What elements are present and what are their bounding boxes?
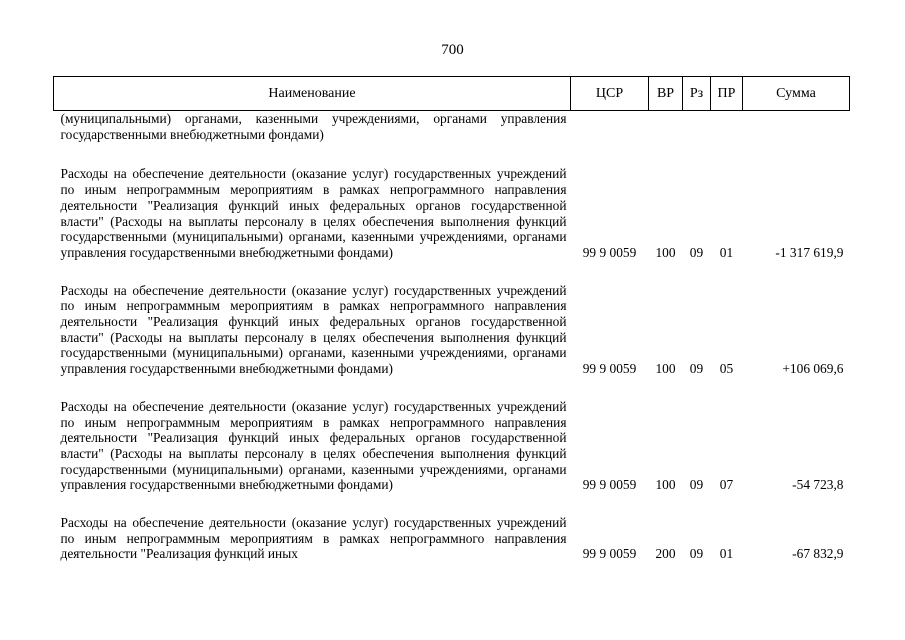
table-row (54, 493, 850, 562)
page-number: 700 (441, 42, 464, 58)
row-vr: 200 (655, 546, 676, 562)
row-name: Расходы на обеспечение деятельности (оказание услуг) государственных учреждений по иным непрограммным мероприятиям в рамках непрограммного направления деятельности "Реализация функций иных (60, 515, 567, 562)
row-vr: 100 (655, 244, 676, 260)
row-rz: 09 (689, 546, 704, 562)
row-rz: 09 (689, 361, 704, 377)
row-vr (649, 111, 683, 145)
row-csr: 99 9 0059 (582, 361, 637, 377)
header-rz: Рз (683, 77, 711, 111)
row-name: Расходы на обеспечение деятельности (оказание услуг) государственных учреждений по иным непрограммным мероприятиям в рамках непрограммного направления деятельности "Реализация функций иных федеральных органов государственной власти" (Расходы на выплаты персоналу в целях обеспечения выполнения функций государственными (муниципальными) органами, казенными учреждениями, органами управления государственными внебюджетными фондами) (60, 398, 567, 493)
table-row (54, 261, 850, 377)
row-rz: 09 (689, 477, 704, 493)
header-pr: ПР (711, 77, 743, 111)
row-vr: 100 (655, 361, 676, 377)
row-pr: 01 (719, 244, 734, 260)
row-pr: 05 (719, 361, 734, 377)
row-csr: 99 9 0059 (582, 477, 637, 493)
row-sum: -1 317 619,9 (775, 244, 844, 260)
row-name: Расходы на обеспечение деятельности (оказание услуг) государственных учреждений по иным непрограммным мероприятиям в рамках непрограммного направления деятельности "Реализация функций иных федеральных органов государственной власти" (Расходы на выплаты персоналу в целях обеспечения выполнения функций государственными (муниципальными) органами, казенными учреждениями, органами управления государственными внебюджетными фондами) (60, 166, 567, 260)
row-sum (743, 111, 850, 145)
row-sum: -67 832,9 (792, 546, 844, 562)
header-sum: Сумма (743, 77, 850, 111)
row-sum: +106 069,6 (782, 361, 844, 377)
budget-table (53, 76, 850, 562)
row-pr (711, 111, 743, 145)
row-csr: 99 9 0059 (582, 244, 637, 260)
row-rz: 09 (689, 244, 704, 260)
table-row (54, 144, 850, 260)
header-csr: ЦСР (571, 77, 649, 111)
row-csr (571, 111, 649, 145)
table-row (54, 377, 850, 493)
row-name: (муниципальными) органами, казенными учреждениями, органами управления государственными внебюджетными фондами) (60, 111, 567, 142)
row-pr: 01 (719, 546, 734, 562)
table-row (54, 111, 850, 145)
row-name: Расходы на обеспечение деятельности (оказание услуг) государственных учреждений по иным непрограммным мероприятиям в рамках непрограммного направления деятельности "Реализация функций иных федеральных органов государственной власти" (Расходы на выплаты персоналу в целях обеспечения выполнения функций государственными (муниципальными) органами, казенными учреждениями, органами управления государственными внебюджетными фондами) (60, 282, 567, 377)
header-name: Наименование (54, 77, 571, 111)
row-pr: 07 (719, 477, 734, 493)
header-vr: ВР (649, 77, 683, 111)
row-vr: 100 (655, 477, 676, 493)
table-header-row (54, 77, 850, 111)
row-sum: -54 723,8 (792, 477, 844, 493)
row-rz (683, 111, 711, 145)
row-csr: 99 9 0059 (582, 546, 637, 562)
